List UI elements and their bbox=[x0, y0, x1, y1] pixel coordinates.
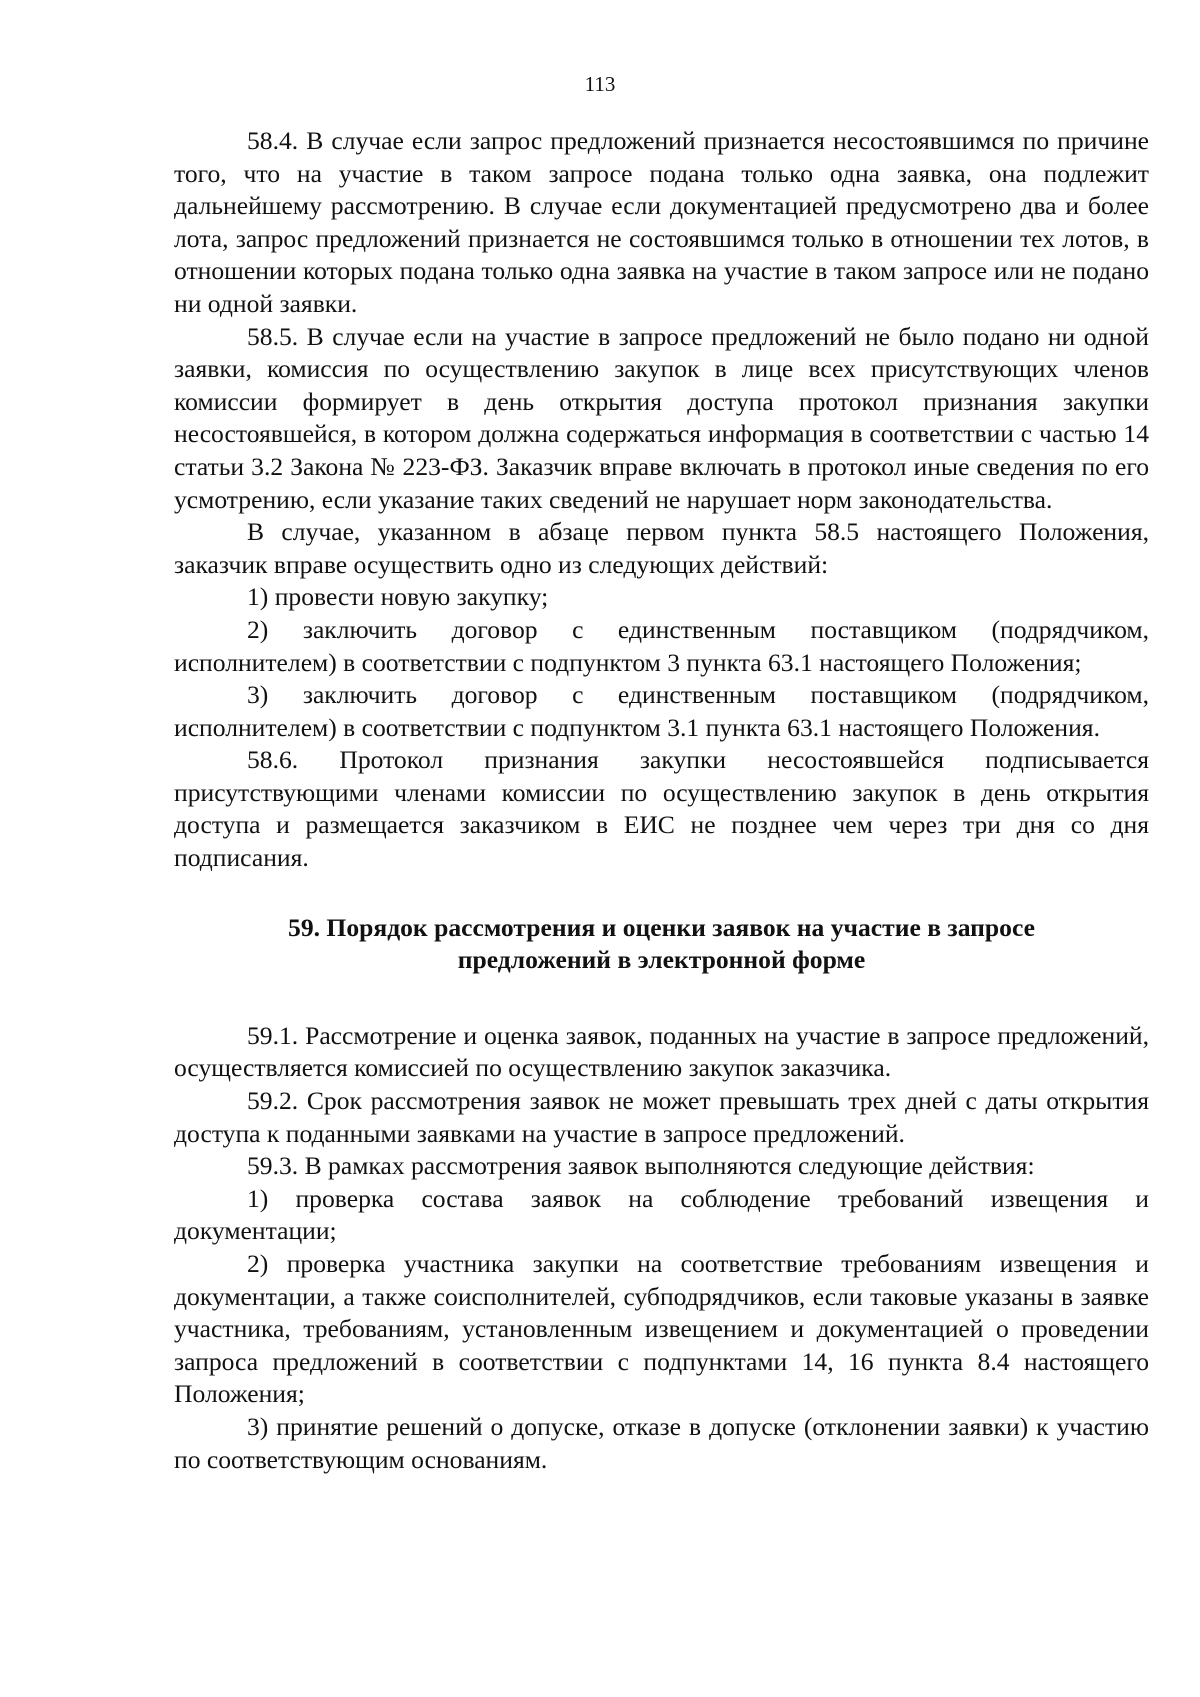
paragraph-59-1: 59.1. Рассмотрение и оценка заявок, поданных на участие в запросе предложений, осуществляется комиссией по осуществлению закупок заказчика. bbox=[174, 1020, 1149, 1083]
section-heading-line-2: предложений в электронной форме bbox=[457, 945, 866, 975]
page-number: 113 bbox=[584, 72, 616, 96]
section-heading-line-1: 59. Порядок рассмотрения и оценки заявок на участие в запросе bbox=[288, 912, 1035, 942]
list-item-check-composition: 1) проверка состава заявок на соблюдение требований извещения и документации; bbox=[174, 1183, 1149, 1246]
list-item-new-purchase: 1) провести новую закупку; bbox=[247, 582, 549, 612]
list-item-contract-3: 2) заключить договор с единственным поставщиком (подрядчиком, исполнителем) в соответствии с подпунктом 3 пункта 63.1 настоящего Положения; bbox=[174, 614, 1149, 677]
section-heading-59 bbox=[174, 875, 1149, 1020]
list-item-contract-3-1: 3) заключить договор с единственным поставщиком (подрядчиком, исполнителем) в соответствии с подпунктом 3.1 пункта 63.1 настоящего Положения. bbox=[174, 680, 1149, 742]
paragraph-59-2: 59.2. Срок рассмотрения заявок не может превышать трех дней с даты открытия доступа к поданными заявками на участие в запросе предложений. bbox=[174, 1086, 1149, 1148]
paragraph-59-3: 59.3. В рамках рассмотрения заявок выполняются следующие действия: bbox=[247, 1151, 1035, 1181]
paragraph-58-4: 58.4. В случае если запрос предложений признается несостоявшимся по причине того, что на участие в таком запросе подана только одна заявка, она подлежит дальнейшему рассмотрению. В случае если документацией предусмотрено два и более лота, запрос предложений признается не состоявшимся только в отношении тех лотов, в отношении которых подана только одна заявка на участие в таком запросе или не подано ни одной заявки. bbox=[174, 126, 1149, 318]
list-item-admission-decision: 3) принятие решений о допуске, отказе в допуске (отклонении заявки) к участию по соответствующим основаниям. bbox=[174, 1411, 1149, 1474]
paragraph-58-5-case: В случае, указанном в абзаце первом пункта 58.5 настоящего Положения, заказчик вправе осуществить одно из следующих действий: bbox=[174, 517, 1149, 579]
list-item-check-participant: 2) проверка участника закупки на соответствие требованиям извещения и документации, а также соисполнителей, субподрядчиков, если таковые указаны в заявке участника, требованиям, установленным извещением и документацией о проведении запроса предложений в соответствии с подпунктами 14, 16 пункта 8.4 настоящего Положения; bbox=[174, 1249, 1149, 1409]
paragraph-58-6: 58.6. Протокол признания закупки несостоявшейся подписывается присутствующими членами комиссии по осуществлению закупок в день открытия доступа и размещается заказчиком в ЕИС не позднее чем через три дня со дня подписания. bbox=[174, 745, 1149, 873]
document-body bbox=[174, 125, 1149, 1476]
paragraph-58-5: 58.5. В случае если на участие в запросе предложений не было подано ни одной заявки, комиссия по осуществлению закупок в лице всех присутствующих членов комиссии формирует в день открытия доступа протокол признания закупки несостоявшейся, в котором должна содержаться информация в соответствии с частью 14 статьи 3.2 Закона № 223-ФЗ. Заказчик вправе включать в протокол иные сведения по его усмотрению, если указание таких сведений не нарушает норм законодательства. bbox=[174, 321, 1149, 514]
